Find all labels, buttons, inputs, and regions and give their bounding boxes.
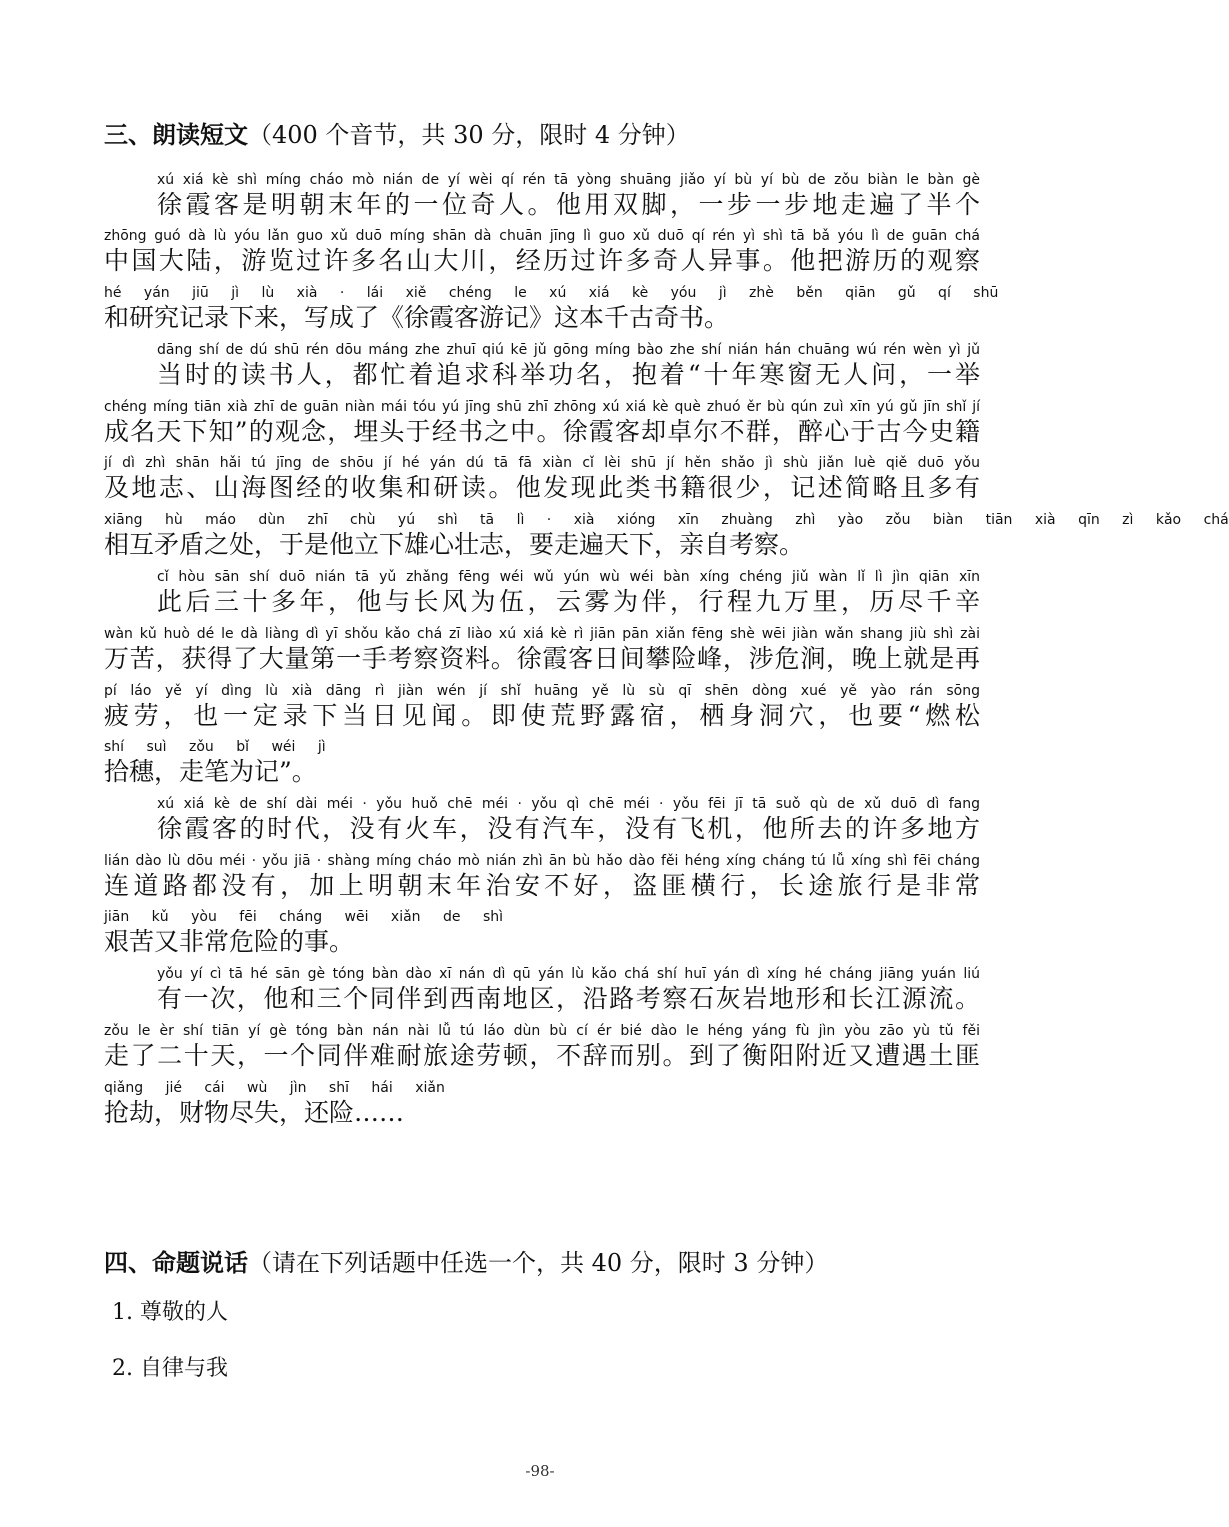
passage-line [104,851,980,907]
pinyin-line: lián dào lù dōu méi · yǒu jiā · shàng míng cháo mò nián zhì ān bù hǎo dào fěi héng xíng cháng tú lǚ xíng shì fēi cháng [104,853,980,869]
pinyin-line: hé yán jiū jì lù xià · lái xiě chéng le xú xiá kè yóu jì zhè běn qiān gǔ qí shū [104,285,999,301]
pinyin-line: zǒu le èr shí tiān yí gè tóng bàn nán nài lǚ tú láo dùn bù cí ér bié dào le héng yáng fù jìn yòu zāo yù tǔ fěi [104,1023,980,1039]
hanzi-line: 有一次，他和三个同伴到西南地区，沿路考察石灰岩地形和长江源流。 [157,984,980,1013]
passage-line [104,907,980,963]
hanzi-line: 抢劫，财物尽失，还险…… [104,1098,405,1127]
hanzi-line: 及地志、山海图经的收集和研读。他发现此类书籍很少，记述简略且多有 [104,473,980,502]
hanzi-line: 拾穗，走笔为记”。 [104,757,317,786]
section-4-note: （请在下列话题中任选一个，共 40 分，限时 3 分钟） [248,1249,829,1277]
page-number: -98- [525,1462,555,1480]
passage-line [104,1021,980,1077]
passage-line [104,1078,980,1134]
pinyin-line: xiāng hù máo dùn zhī chù yú shì tā lì · xià xióng xīn zhuàng zhì yào zǒu biàn tiān xià qīn zì kǎo chá [104,512,1229,528]
section-3-heading: 三、朗读短文 [104,121,248,149]
hanzi-line: 和研究记录下来，写成了《徐霞客游记》这本千古奇书。 [104,303,730,332]
hanzi-line: 相互矛盾之处，于是他立下雄心壮志，要走遍天下，亲自考察。 [104,530,805,559]
hanzi-line: 中国大陆，游览过许多名山大川，经历过许多奇人异事。他把游历的观察 [104,246,980,275]
pinyin-line: zhōng guó dà lù yóu lǎn guo xǔ duō míng shān dà chuān jīng lì guo xǔ duō qí rén yì shì tā bǎ yóu lì de guān chá [104,228,980,244]
hanzi-line: 万苦，获得了大量第一手考察资料。徐霞客日间攀险峰，涉危涧，晚上就是再 [104,644,980,673]
passage-line [157,340,980,396]
passage-line [157,170,980,226]
pinyin-line: shí suì zǒu bǐ wéi jì [104,739,326,755]
passage-line [104,226,980,282]
passage-line [157,567,980,623]
hanzi-line: 连道路都没有，加上明朝末年治安不好，盗匪横行，长途旅行是非常 [104,871,980,900]
passage-line [104,681,980,737]
pinyin-line: pí láo yě yí dìng lù xià dāng rì jiàn wén jí shǐ huāng yě lù sù qī shēn dòng xué yě yào rán sōng [104,683,980,699]
pinyin-line: wàn kǔ huò dé le dà liàng dì yī shǒu kǎo chá zī liào xú xiá kè rì jiān pān xiǎn fēng shè wēi jiàn wǎn shang jiù shì zài [104,626,980,642]
hanzi-line: 疲劳，也一定录下当日见闻。即使荒野露宿，栖身洞穴，也要“燃松 [104,701,980,730]
passage-line [104,397,980,453]
hanzi-line: 当时的读书人，都忙着追求科举功名，抱着“十年寒窗无人问，一举 [157,360,980,389]
section-3-note: （400 个音节，共 30 分，限时 4 分钟） [248,121,690,149]
hanzi-line: 此后三十多年，他与长风为伍，云雾为伴，行程九万里，历尽千辛 [157,587,980,616]
pinyin-line: cǐ hòu sān shí duō nián tā yǔ zhǎng fēng wéi wǔ yún wù wéi bàn xíng chéng jiǔ wàn lǐ lì jìn qiān xīn [157,569,980,585]
pinyin-line: xú xiá kè shì míng cháo mò nián de yí wèi qí rén tā yòng shuāng jiǎo yí bù yí bù de zǒu biàn le bàn gè [157,172,980,188]
passage-line [104,624,980,680]
pinyin-line: dāng shí de dú shū rén dōu máng zhe zhuī qiú kē jǔ gōng míng bào zhe shí nián hán chuāng wú rén wèn yì jǔ [157,342,980,358]
section-3-title [104,120,690,150]
section-4-heading: 四、命题说话 [104,1249,248,1277]
pinyin-line: jiān kǔ yòu fēi cháng wēi xiǎn de shì [104,909,504,925]
passage-line [157,794,980,850]
passage-line [157,964,980,1020]
pinyin-line: yǒu yí cì tā hé sān gè tóng bàn dào xī nán dì qū yán lù kǎo chá shí huī yán dì xíng hé cháng jiāng yuán liú [157,966,980,982]
hanzi-line: 艰苦又非常危险的事。 [104,927,355,956]
topic-item-1: 1. 尊敬的人 [112,1300,228,1325]
hanzi-line: 走了二十天，一个同伴难耐旅途劳顿，不辞而别。到了衡阳附近又遭遇土匪 [104,1041,980,1070]
pinyin-line: qiǎng jié cái wù jìn shī hái xiǎn [104,1080,445,1096]
passage-line [104,453,980,509]
passage-line [104,283,999,339]
hanzi-line: 徐霞客的时代，没有火车，没有汽车，没有飞机，他所去的许多地方 [157,814,980,843]
passage-line [104,737,980,793]
section-4-title [104,1248,828,1278]
pinyin-line: xú xiá kè de shí dài méi · yǒu huǒ chē méi · yǒu qì chē méi · yǒu fēi jī tā suǒ qù de xǔ duō dì fang [157,796,980,812]
pinyin-line: jí dì zhì shān hǎi tú jīng de shōu jí hé yán dú tā fā xiàn cǐ lèi shū jí hěn shǎo jì shù jiǎn luè qiě duō yǒu [104,455,980,471]
topic-item-2: 2. 自律与我 [112,1356,228,1381]
passage-line [104,510,1229,566]
hanzi-line: 徐霞客是明朝末年的一位奇人。他用双脚，一步一步地走遍了半个 [157,190,980,219]
pinyin-line: chéng míng tiān xià zhī de guān niàn mái tóu yú jīng shū zhī zhōng xú xiá kè què zhuó ěr bù qún zuì xīn yú gǔ jīn shǐ jí [104,399,980,415]
hanzi-line: 成名天下知”的观念，埋头于经书之中。徐霞客却卓尔不群，醉心于古今史籍 [104,417,980,446]
